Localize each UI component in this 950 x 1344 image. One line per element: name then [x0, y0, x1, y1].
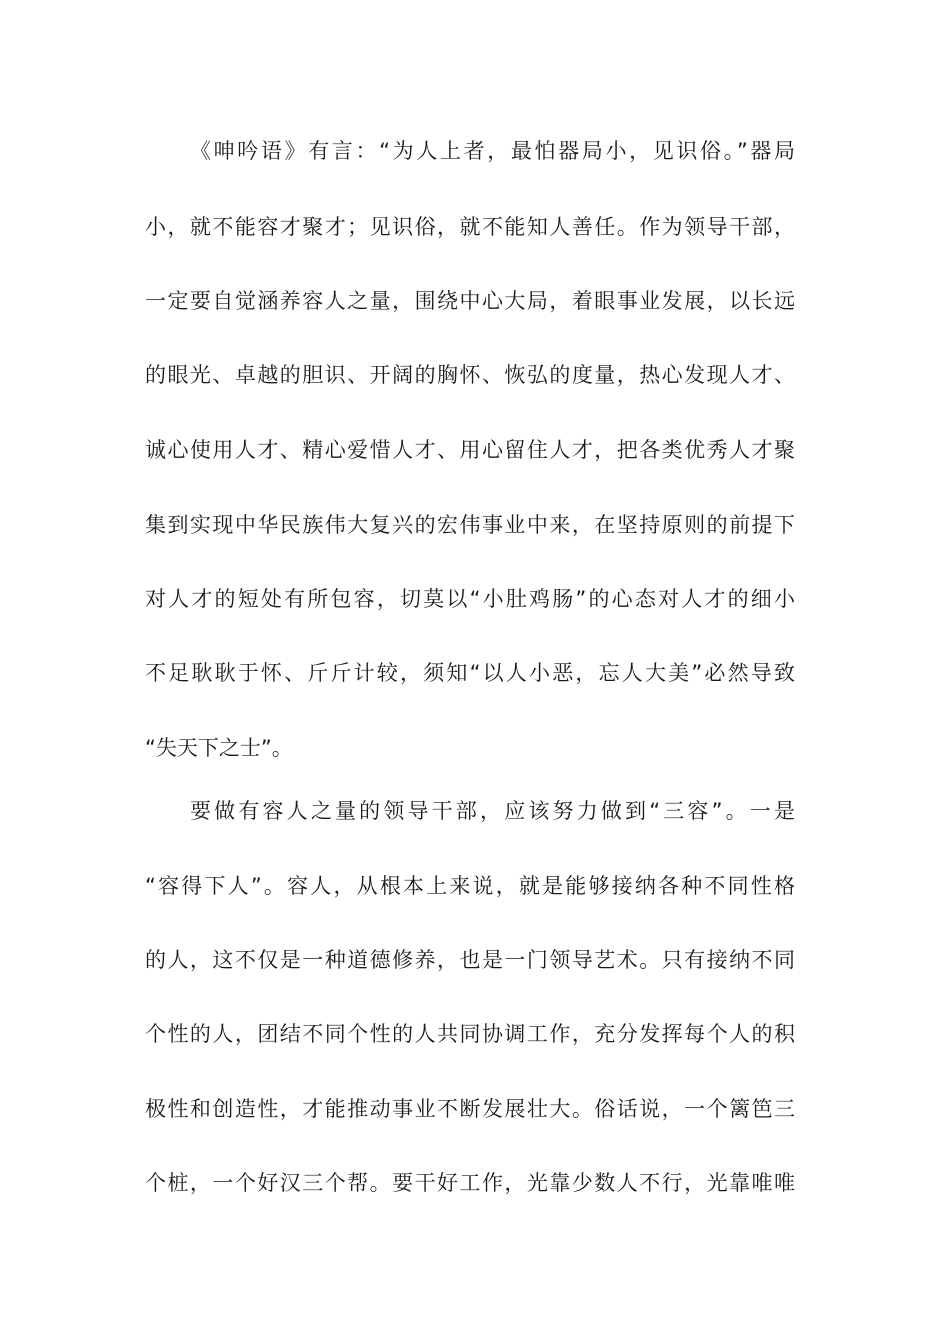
text-line: 一定要自觉涵养容人之量，围绕中心大局，着眼事业发展，以长远	[145, 289, 795, 313]
text-line: 个桩，一个好汉三个帮。要干好工作，光靠少数人不行，光靠唯唯	[145, 1171, 795, 1195]
text-line: 不足耿耿于怀、斤斤计较，须知“以人小恶，忘人大美”必然导致	[145, 661, 795, 685]
text-line: 集到实现中华民族伟大复兴的宏伟事业中来，在坚持原则的前提下	[145, 513, 795, 537]
text-line: 个性的人，团结不同个性的人共同协调工作，充分发挥每个人的积	[145, 1022, 795, 1046]
text-line: 要做有容人之量的领导干部，应该努力做到“三容”。一是	[190, 799, 795, 823]
text-line: 对人才的短处有所包容，切莫以“小肚鸡肠”的心态对人才的细小	[145, 587, 795, 611]
text-line: 诚心使用人才、精心爱惜人才、用心留住人才，把各类优秀人才聚	[145, 438, 795, 462]
text-line: 的眼光、卓越的胆识、开阔的胸怀、恢弘的度量，热心发现人才、	[145, 363, 795, 387]
text-line: 小，就不能容才聚才；见识俗，就不能知人善任。作为领导干部，	[145, 215, 795, 239]
text-line: “失天下之士”。	[145, 736, 293, 760]
text-line: 《呻吟语》有言：“为人上者，最怕器局小，见识俗。”器局	[190, 139, 795, 163]
text-line: 的人，这不仅是一种道德修养，也是一门领导艺术。只有接纳不同	[145, 948, 795, 972]
text-line: 极性和创造性，才能推动事业不断发展壮大。俗话说，一个篱笆三	[145, 1097, 795, 1121]
text-line: “容得下人”。容人，从根本上来说，就是能够接纳各种不同性格	[145, 874, 795, 898]
